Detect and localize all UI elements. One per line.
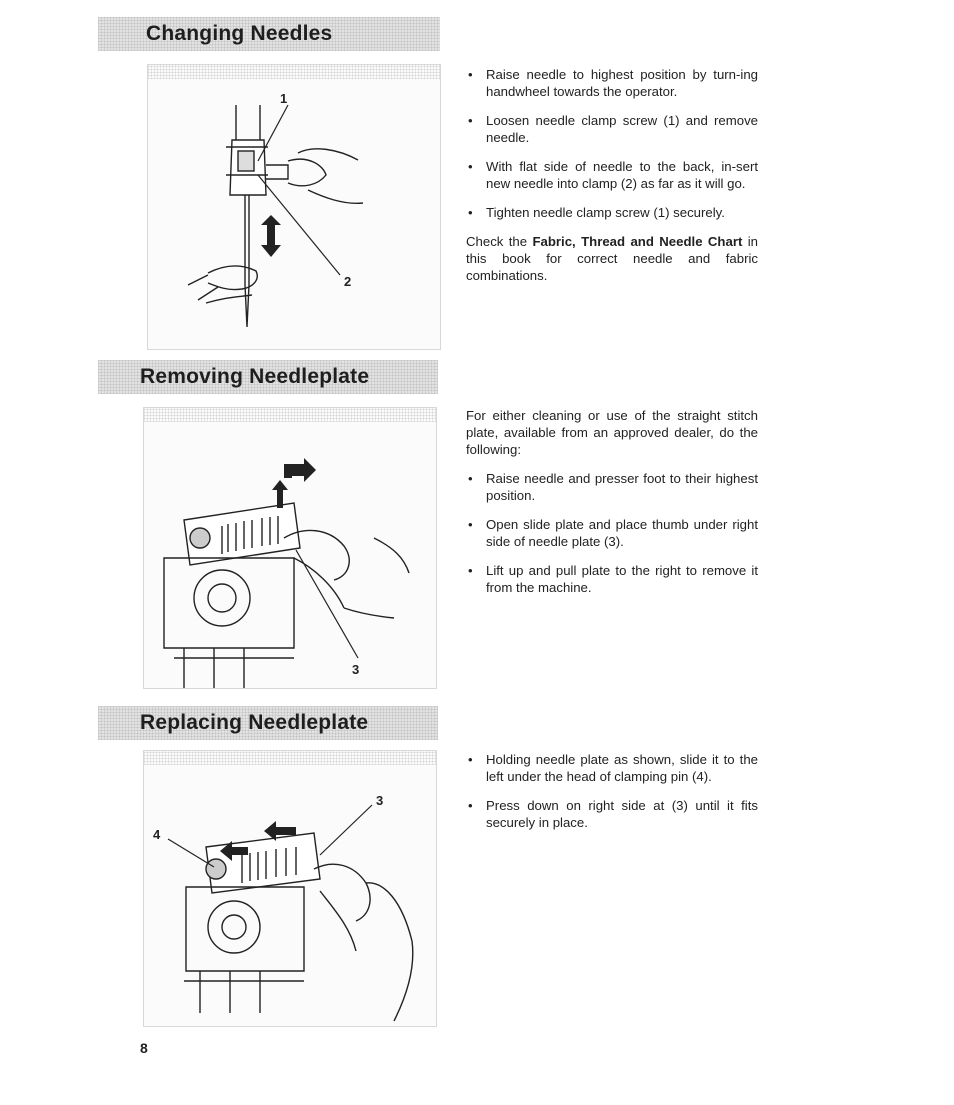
page-number: 8 <box>140 1040 148 1056</box>
section-header-removing-needleplate <box>98 360 438 394</box>
section-title: Removing Needleplate <box>140 365 370 388</box>
list-item: • Raise needle to highest position by turn-ing handwheel towards the operator. <box>466 66 758 100</box>
changing-needles-illustration <box>147 64 441 350</box>
instruction-list <box>466 751 758 831</box>
replacing-needleplate-instructions <box>466 751 758 843</box>
instruction-list <box>466 66 758 221</box>
callout-1: 1 <box>280 91 288 106</box>
list-item: • Open slide plate and place thumb under right side of needle plate (3). <box>466 516 758 550</box>
changing-needles-instructions <box>466 66 758 296</box>
section-header-replacing-needleplate <box>98 706 438 740</box>
removing-intro: For either cleaning or use of the straight stitch plate, available from an approved dealer, do the following: <box>466 408 758 457</box>
section-title: Changing Needles <box>146 22 333 45</box>
list-item: • Lift up and pull plate to the right to remove it from the machine. <box>466 562 758 596</box>
list-item: • With flat side of needle to the back, in-sert new needle into clamp (2) as far as it will go. <box>466 158 758 192</box>
callout-4: 4 <box>153 827 161 842</box>
list-item: • Press down on right side at (3) until it fits securely in place. <box>466 797 758 831</box>
instruction-list <box>466 470 758 596</box>
callout-3: 3 <box>352 662 360 677</box>
list-item: • Raise needle and presser foot to their highest position. <box>466 470 758 504</box>
list-item: • Tighten needle clamp screw (1) securely. <box>466 204 758 221</box>
removing-needleplate-illustration <box>143 407 437 689</box>
section-title: Replacing Needleplate <box>140 711 369 734</box>
section-header-changing-needles <box>98 17 440 51</box>
chart-name: Fabric, Thread and Needle Chart <box>532 234 743 249</box>
chart-reference-note: Check the Fabric, Thread and Needle Chart in this book for correct needle and fabric combinations. <box>466 234 758 283</box>
replacing-needleplate-illustration <box>143 750 437 1027</box>
callout-3: 3 <box>376 793 384 808</box>
list-item: • Holding needle plate as shown, slide it to the left under the head of clamping pin (4). <box>466 751 758 785</box>
removing-needleplate-instructions <box>466 407 758 608</box>
callout-2: 2 <box>344 274 352 289</box>
list-item: • Loosen needle clamp screw (1) and remove needle. <box>466 112 758 146</box>
